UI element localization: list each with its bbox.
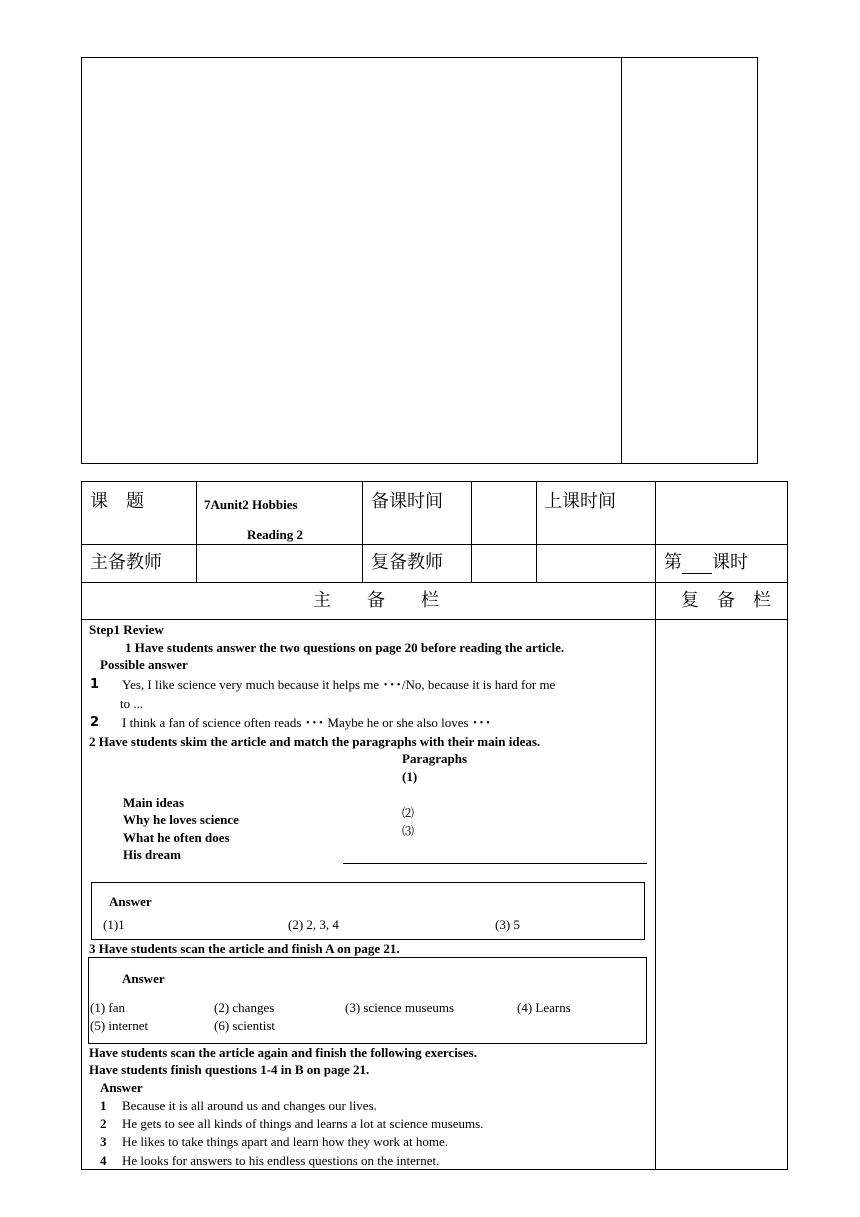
step3-answer-1: (1) fan bbox=[90, 1000, 126, 1015]
prep-time-label: 备课时间 bbox=[371, 491, 443, 512]
step2-instruction: 2 Have students skim the article and match the paragraphs with their main ideas. bbox=[89, 734, 541, 749]
step4-num-2: 2 bbox=[100, 1116, 107, 1131]
step1-title: Step1 Review bbox=[89, 622, 164, 637]
row-divider-3 bbox=[81, 619, 788, 620]
main-ideas-title: Main ideas bbox=[123, 795, 185, 810]
step3-answer-title: Answer bbox=[122, 971, 165, 986]
step2-answer-2: (2) 2, 3, 4 bbox=[288, 917, 339, 932]
step3-answer-3: (3) science museums bbox=[345, 1000, 455, 1015]
step4-instruction-2: Have students finish questions 1-4 in B on page 21. bbox=[89, 1062, 370, 1077]
answer-num-1: 1 bbox=[90, 677, 100, 692]
step3-instruction: 3 Have students scan the article and finish A on page 21. bbox=[89, 941, 400, 956]
paragraphs-title: Paragraphs bbox=[402, 751, 467, 766]
step3-answer-4: (4) Learns bbox=[517, 1000, 571, 1015]
step4-text-3: He likes to take things apart and learn how they work at home. bbox=[122, 1134, 448, 1149]
paragraph-label-1: (1) bbox=[402, 769, 418, 784]
step4-num-1: 1 bbox=[100, 1098, 107, 1113]
period-prefix: 第 bbox=[664, 552, 682, 573]
step4-instruction-1: Have students scan the article again and finish the following exercises. bbox=[89, 1045, 477, 1060]
main-idea-1: Why he loves science bbox=[123, 812, 239, 827]
col-divider-5 bbox=[655, 481, 656, 1170]
top-empty-table bbox=[81, 57, 758, 464]
period-blank bbox=[682, 557, 712, 574]
topic-line1: 7Aunit2 Hobbies bbox=[204, 497, 298, 512]
col-divider-2 bbox=[362, 481, 363, 582]
col-divider-4 bbox=[536, 481, 537, 582]
step4-num-3: 3 bbox=[100, 1134, 107, 1149]
possible-answer-label: Possible answer bbox=[100, 657, 188, 672]
topic-label: 课 题 bbox=[90, 491, 144, 512]
paragraph-label-3: ⑶ bbox=[402, 824, 415, 838]
row-divider-1 bbox=[81, 544, 788, 545]
period-suffix: 课时 bbox=[712, 552, 748, 573]
step2-answer-1: (1)1 bbox=[103, 917, 125, 932]
row-divider-2 bbox=[81, 582, 788, 583]
answer-text-1: Yes, I like science very much because it helps me ･･･/No, because it is hard for me bbox=[122, 677, 556, 692]
step4-num-4: 4 bbox=[100, 1153, 107, 1168]
step4-text-2: He gets to see all kinds of things and learns a lot at science museums. bbox=[122, 1116, 484, 1131]
period-label bbox=[664, 552, 748, 574]
step3-answer-2: (2) changes bbox=[214, 1000, 275, 1015]
step3-answer-5: (5) internet bbox=[90, 1018, 149, 1033]
step4-text-4: He looks for answers to his endless questions on the internet. bbox=[122, 1153, 440, 1168]
class-time-label: 上课时间 bbox=[544, 491, 616, 512]
main-column-title: 主 备 栏 bbox=[313, 590, 439, 611]
step2-answer-3: (3) 5 bbox=[495, 917, 520, 932]
review-teacher-label: 复备教师 bbox=[371, 552, 443, 573]
main-idea-2: What he often does bbox=[123, 830, 230, 845]
side-column-title: 复 备 栏 bbox=[681, 590, 771, 611]
answer-num-2: 2 bbox=[90, 715, 100, 730]
paragraph-label-2: ⑵ bbox=[402, 806, 415, 820]
answer-text-1-cont: to ... bbox=[120, 696, 144, 711]
step2-answer-title: Answer bbox=[109, 894, 152, 909]
step4-text-1: Because it is all around us and changes our lives. bbox=[122, 1098, 377, 1113]
step1-instruction: 1 Have students answer the two questions on page 20 before reading the article. bbox=[125, 640, 565, 655]
col-divider-3 bbox=[471, 481, 472, 582]
answer-text-2: I think a fan of science often reads ･･･ Maybe he or she also loves ･･･ bbox=[122, 715, 492, 730]
main-teacher-label: 主备教师 bbox=[90, 552, 162, 573]
matching-line bbox=[343, 863, 647, 864]
main-idea-3: His dream bbox=[123, 847, 181, 862]
col-divider-1 bbox=[196, 481, 197, 582]
step3-answer-6: (6) scientist bbox=[214, 1018, 276, 1033]
step2-answer-box bbox=[91, 882, 645, 940]
top-table-divider bbox=[621, 57, 622, 464]
step4-answer-title: Answer bbox=[100, 1080, 143, 1095]
topic-line2: Reading 2 bbox=[247, 527, 303, 542]
